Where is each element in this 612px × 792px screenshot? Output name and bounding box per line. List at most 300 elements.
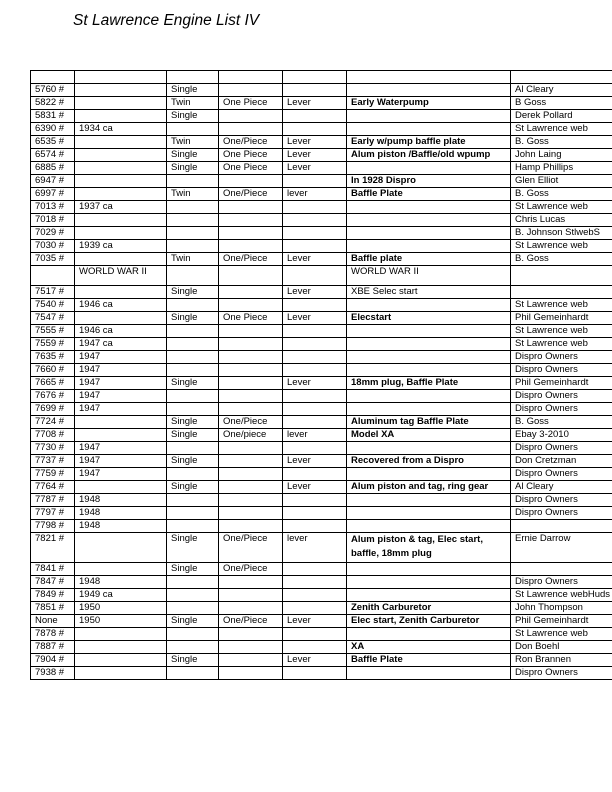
owner-cell: Dispro Owners <box>511 351 612 364</box>
piece-cell <box>219 628 283 641</box>
serial-cell: 6390 # <box>31 123 75 136</box>
start-cell <box>283 201 347 214</box>
owner-cell: B. Goss <box>511 416 612 429</box>
table-row <box>31 533 612 563</box>
piece-cell <box>219 576 283 589</box>
cylinder-cell: Single <box>167 615 219 628</box>
owner-cell: Al Cleary <box>511 481 612 494</box>
start-cell <box>283 227 347 240</box>
cylinder-cell <box>167 266 219 286</box>
cylinder-cell <box>167 576 219 589</box>
year-cell <box>75 175 167 188</box>
serial-cell: 7878 # <box>31 628 75 641</box>
notes-cell: Alum piston & tag, Elec start, baffle, 18mm plug <box>347 533 511 563</box>
notes-cell: XA <box>347 641 511 654</box>
start-cell: Lever <box>283 312 347 325</box>
year-cell: 1949 ca <box>75 589 167 602</box>
table-row <box>31 338 612 351</box>
piece-cell <box>219 481 283 494</box>
piece-cell: One Piece <box>219 97 283 110</box>
owner-cell <box>511 563 612 576</box>
year-cell <box>75 641 167 654</box>
year-cell <box>75 416 167 429</box>
year-cell: 1947 <box>75 377 167 390</box>
start-cell <box>283 641 347 654</box>
start-cell: Lever <box>283 97 347 110</box>
cylinder-cell <box>167 520 219 533</box>
owner-cell: B. Goss <box>511 253 612 266</box>
notes-cell: Model XA <box>347 429 511 442</box>
piece-cell <box>219 364 283 377</box>
table-row <box>31 325 612 338</box>
serial-cell: 7660 # <box>31 364 75 377</box>
cylinder-cell <box>167 641 219 654</box>
cylinder-cell: Twin <box>167 188 219 201</box>
table-row <box>31 351 612 364</box>
notes-cell <box>347 364 511 377</box>
owner-cell: Dispro Owners <box>511 576 612 589</box>
serial-cell: 6885 # <box>31 162 75 175</box>
year-cell: WORLD WAR II <box>75 266 167 286</box>
owner-cell: Dispro Owners <box>511 667 612 680</box>
notes-cell <box>347 123 511 136</box>
table-row <box>31 188 612 201</box>
start-cell <box>283 576 347 589</box>
year-cell: 1948 <box>75 576 167 589</box>
start-cell <box>283 416 347 429</box>
owner-cell: Dispro Owners <box>511 442 612 455</box>
cylinder-cell: Single <box>167 149 219 162</box>
piece-cell <box>219 403 283 416</box>
owner-cell: Phil Gemeinhardt <box>511 312 612 325</box>
owner-cell <box>511 71 612 84</box>
owner-cell: John Laing <box>511 149 612 162</box>
piece-cell <box>219 201 283 214</box>
owner-cell: Dispro Owners <box>511 507 612 520</box>
serial-cell: 7938 # <box>31 667 75 680</box>
serial-cell: 7787 # <box>31 494 75 507</box>
start-cell: Lever <box>283 654 347 667</box>
serial-cell: 7821 # <box>31 533 75 563</box>
notes-cell <box>347 494 511 507</box>
notes-cell <box>347 667 511 680</box>
table-row <box>31 628 612 641</box>
table-row <box>31 175 612 188</box>
serial-cell: 7559 # <box>31 338 75 351</box>
owner-cell: John Thompson <box>511 602 612 615</box>
notes-cell: Aluminum tag Baffle Plate <box>347 416 511 429</box>
serial-cell: 7540 # <box>31 299 75 312</box>
piece-cell <box>219 240 283 253</box>
cylinder-cell <box>167 214 219 227</box>
cylinder-cell: Single <box>167 110 219 123</box>
cylinder-cell <box>167 442 219 455</box>
owner-cell: Phil Gemeinhardt <box>511 377 612 390</box>
owner-cell: Dispro Owners <box>511 403 612 416</box>
table-row <box>31 71 612 84</box>
owner-cell: St Lawrence web <box>511 201 612 214</box>
notes-cell: Baffle Plate <box>347 188 511 201</box>
owner-cell: Derek Pollard <box>511 110 612 123</box>
cylinder-cell: Single <box>167 654 219 667</box>
year-cell: 1947 <box>75 468 167 481</box>
notes-cell: WORLD WAR II <box>347 266 511 286</box>
year-cell <box>75 253 167 266</box>
year-cell <box>75 162 167 175</box>
year-cell <box>75 481 167 494</box>
notes-cell <box>347 299 511 312</box>
table-row <box>31 563 612 576</box>
piece-cell <box>219 641 283 654</box>
start-cell <box>283 602 347 615</box>
piece-cell <box>219 507 283 520</box>
engine-table <box>30 70 612 680</box>
owner-cell: Al Cleary <box>511 84 612 97</box>
year-cell <box>75 227 167 240</box>
cylinder-cell: Single <box>167 533 219 563</box>
piece-cell <box>219 338 283 351</box>
serial-cell <box>31 71 75 84</box>
year-cell: 1950 <box>75 602 167 615</box>
table-row <box>31 507 612 520</box>
notes-cell <box>347 84 511 97</box>
serial-cell: 7797 # <box>31 507 75 520</box>
table-row <box>31 589 612 602</box>
owner-cell: B. Goss <box>511 136 612 149</box>
year-cell: 1948 <box>75 520 167 533</box>
table-row <box>31 286 612 299</box>
start-cell <box>283 110 347 123</box>
cylinder-cell: Single <box>167 416 219 429</box>
start-cell <box>283 494 347 507</box>
notes-cell <box>347 589 511 602</box>
start-cell <box>283 628 347 641</box>
piece-cell: One/Piece <box>219 615 283 628</box>
serial-cell: 7851 # <box>31 602 75 615</box>
start-cell <box>283 325 347 338</box>
serial-cell: 7841 # <box>31 563 75 576</box>
table-row <box>31 416 612 429</box>
piece-cell: One/Piece <box>219 188 283 201</box>
serial-cell: 7018 # <box>31 214 75 227</box>
serial-cell: 7764 # <box>31 481 75 494</box>
cylinder-cell <box>167 299 219 312</box>
notes-cell <box>347 71 511 84</box>
start-cell <box>283 667 347 680</box>
owner-cell: B Goss <box>511 97 612 110</box>
serial-cell: 7035 # <box>31 253 75 266</box>
piece-cell <box>219 520 283 533</box>
piece-cell: One Piece <box>219 312 283 325</box>
piece-cell <box>219 455 283 468</box>
year-cell <box>75 97 167 110</box>
cylinder-cell <box>167 667 219 680</box>
cylinder-cell <box>167 201 219 214</box>
serial-cell: 7708 # <box>31 429 75 442</box>
notes-cell <box>347 240 511 253</box>
piece-cell <box>219 442 283 455</box>
notes-cell <box>347 227 511 240</box>
serial-cell: 7904 # <box>31 654 75 667</box>
year-cell <box>75 628 167 641</box>
owner-cell: Dispro Owners <box>511 468 612 481</box>
owner-cell: St Lawrence web <box>511 299 612 312</box>
table-row <box>31 84 612 97</box>
table-row <box>31 201 612 214</box>
start-cell <box>283 589 347 602</box>
table-row <box>31 641 612 654</box>
year-cell <box>75 563 167 576</box>
table-row <box>31 468 612 481</box>
serial-cell: 5822 # <box>31 97 75 110</box>
owner-cell: Ron Brannen <box>511 654 612 667</box>
notes-cell <box>347 214 511 227</box>
cylinder-cell <box>167 403 219 416</box>
cylinder-cell: Twin <box>167 253 219 266</box>
table-row <box>31 520 612 533</box>
piece-cell <box>219 390 283 403</box>
serial-cell: 7029 # <box>31 227 75 240</box>
cylinder-cell <box>167 602 219 615</box>
notes-cell <box>347 576 511 589</box>
piece-cell <box>219 299 283 312</box>
owner-cell <box>511 286 612 299</box>
owner-cell <box>511 520 612 533</box>
owner-cell: St Lawrence web <box>511 240 612 253</box>
table-row <box>31 442 612 455</box>
cylinder-cell: Twin <box>167 97 219 110</box>
owner-cell: Don Boehl <box>511 641 612 654</box>
notes-cell: 18mm plug, Baffle Plate <box>347 377 511 390</box>
piece-cell <box>219 325 283 338</box>
owner-cell: Ebay 3-2010 <box>511 429 612 442</box>
year-cell: 1939 ca <box>75 240 167 253</box>
table-row <box>31 403 612 416</box>
year-cell: 1950 <box>75 615 167 628</box>
owner-cell: St Lawrence web <box>511 123 612 136</box>
cylinder-cell <box>167 364 219 377</box>
notes-cell: In 1928 Dispro <box>347 175 511 188</box>
serial-cell: 7547 # <box>31 312 75 325</box>
notes-cell <box>347 468 511 481</box>
owner-cell: Dispro Owners <box>511 494 612 507</box>
table-row <box>31 214 612 227</box>
serial-cell: 5831 # <box>31 110 75 123</box>
cylinder-cell: Single <box>167 312 219 325</box>
owner-cell: St Lawrence web <box>511 628 612 641</box>
start-cell <box>283 364 347 377</box>
owner-cell: St Lawrence web <box>511 338 612 351</box>
cylinder-cell: Twin <box>167 136 219 149</box>
year-cell: 1934 ca <box>75 123 167 136</box>
cylinder-cell <box>167 468 219 481</box>
serial-cell: 6574 # <box>31 149 75 162</box>
serial-cell: 7555 # <box>31 325 75 338</box>
notes-cell: XBE Selec start <box>347 286 511 299</box>
table-row <box>31 390 612 403</box>
piece-cell <box>219 175 283 188</box>
serial-cell: 7030 # <box>31 240 75 253</box>
notes-cell <box>347 351 511 364</box>
serial-cell <box>31 266 75 286</box>
cylinder-cell: Single <box>167 563 219 576</box>
owner-cell: Ernie Darrow <box>511 533 612 563</box>
start-cell <box>283 214 347 227</box>
piece-cell <box>219 667 283 680</box>
year-cell: 1948 <box>75 507 167 520</box>
notes-cell: Elecstart <box>347 312 511 325</box>
owner-cell <box>511 266 612 286</box>
notes-cell <box>347 162 511 175</box>
year-cell <box>75 110 167 123</box>
year-cell: 1946 ca <box>75 299 167 312</box>
notes-cell <box>347 520 511 533</box>
serial-cell: 7635 # <box>31 351 75 364</box>
notes-cell <box>347 442 511 455</box>
start-cell: Lever <box>283 615 347 628</box>
serial-cell: 7676 # <box>31 390 75 403</box>
year-cell: 1946 ca <box>75 325 167 338</box>
piece-cell: One/Piece <box>219 563 283 576</box>
table-row <box>31 602 612 615</box>
notes-cell <box>347 201 511 214</box>
year-cell: 1947 <box>75 442 167 455</box>
table-row <box>31 481 612 494</box>
start-cell <box>283 71 347 84</box>
serial-cell: 7665 # <box>31 377 75 390</box>
year-cell: 1947 <box>75 455 167 468</box>
owner-cell: Don Cretzman <box>511 455 612 468</box>
notes-cell <box>347 338 511 351</box>
owner-cell: Dispro Owners <box>511 364 612 377</box>
owner-cell: B. Goss <box>511 188 612 201</box>
notes-cell <box>347 325 511 338</box>
year-cell <box>75 136 167 149</box>
year-cell: 1948 <box>75 494 167 507</box>
year-cell: 1947 <box>75 351 167 364</box>
owner-cell: B. Johnson StlwebS <box>511 227 612 240</box>
table-row <box>31 429 612 442</box>
start-cell <box>283 390 347 403</box>
notes-cell: Recovered from a Dispro <box>347 455 511 468</box>
serial-cell: 5760 # <box>31 84 75 97</box>
cylinder-cell <box>167 351 219 364</box>
piece-cell <box>219 351 283 364</box>
piece-cell <box>219 227 283 240</box>
cylinder-cell: Single <box>167 481 219 494</box>
start-cell <box>283 266 347 286</box>
start-cell: Lever <box>283 149 347 162</box>
start-cell: Lever <box>283 136 347 149</box>
piece-cell: One Piece <box>219 162 283 175</box>
start-cell <box>283 507 347 520</box>
start-cell <box>283 84 347 97</box>
piece-cell <box>219 84 283 97</box>
table-row <box>31 123 612 136</box>
table-row <box>31 667 612 680</box>
table-row <box>31 455 612 468</box>
notes-cell <box>347 390 511 403</box>
owner-cell: St Lawrence web <box>511 325 612 338</box>
piece-cell <box>219 468 283 481</box>
piece-cell <box>219 123 283 136</box>
owner-cell: Hamp Phillips <box>511 162 612 175</box>
year-cell <box>75 429 167 442</box>
cylinder-cell <box>167 71 219 84</box>
year-cell: 1937 ca <box>75 201 167 214</box>
table-row <box>31 162 612 175</box>
notes-cell: Baffle plate <box>347 253 511 266</box>
notes-cell: Elec start, Zenith Carburetor <box>347 615 511 628</box>
year-cell <box>75 667 167 680</box>
table-row <box>31 149 612 162</box>
start-cell <box>283 299 347 312</box>
year-cell <box>75 286 167 299</box>
start-cell: Lever <box>283 377 347 390</box>
table-row <box>31 97 612 110</box>
start-cell: Lever <box>283 286 347 299</box>
start-cell: Lever <box>283 455 347 468</box>
start-cell <box>283 563 347 576</box>
cylinder-cell <box>167 628 219 641</box>
notes-cell: Alum piston /Baffle/old wpump <box>347 149 511 162</box>
cylinder-cell <box>167 123 219 136</box>
serial-cell: 7517 # <box>31 286 75 299</box>
notes-cell <box>347 507 511 520</box>
cylinder-cell <box>167 240 219 253</box>
serial-cell: 7849 # <box>31 589 75 602</box>
serial-cell: 7737 # <box>31 455 75 468</box>
cylinder-cell: Single <box>167 286 219 299</box>
piece-cell <box>219 654 283 667</box>
page-title: St Lawrence Engine List IV <box>73 12 260 29</box>
piece-cell <box>219 110 283 123</box>
serial-cell: 6997 # <box>31 188 75 201</box>
piece-cell: One Piece <box>219 149 283 162</box>
serial-cell: 6535 # <box>31 136 75 149</box>
owner-cell: Chris Lucas <box>511 214 612 227</box>
start-cell <box>283 240 347 253</box>
start-cell: Lever <box>283 162 347 175</box>
cylinder-cell: Single <box>167 84 219 97</box>
cylinder-cell <box>167 175 219 188</box>
year-cell <box>75 654 167 667</box>
owner-cell: Phil Gemeinhardt <box>511 615 612 628</box>
cylinder-cell <box>167 227 219 240</box>
owner-cell: Dispro Owners <box>511 390 612 403</box>
table-row <box>31 136 612 149</box>
piece-cell <box>219 214 283 227</box>
notes-cell: Early Waterpump <box>347 97 511 110</box>
cylinder-cell <box>167 589 219 602</box>
start-cell <box>283 351 347 364</box>
piece-cell <box>219 589 283 602</box>
table-row <box>31 299 612 312</box>
table-row <box>31 364 612 377</box>
table-row <box>31 494 612 507</box>
cylinder-cell: Single <box>167 455 219 468</box>
cylinder-cell <box>167 494 219 507</box>
piece-cell <box>219 494 283 507</box>
notes-cell <box>347 403 511 416</box>
start-cell: lever <box>283 533 347 563</box>
serial-cell: None <box>31 615 75 628</box>
notes-cell <box>347 110 511 123</box>
table-row <box>31 240 612 253</box>
start-cell: Lever <box>283 481 347 494</box>
year-cell <box>75 312 167 325</box>
table-row <box>31 377 612 390</box>
